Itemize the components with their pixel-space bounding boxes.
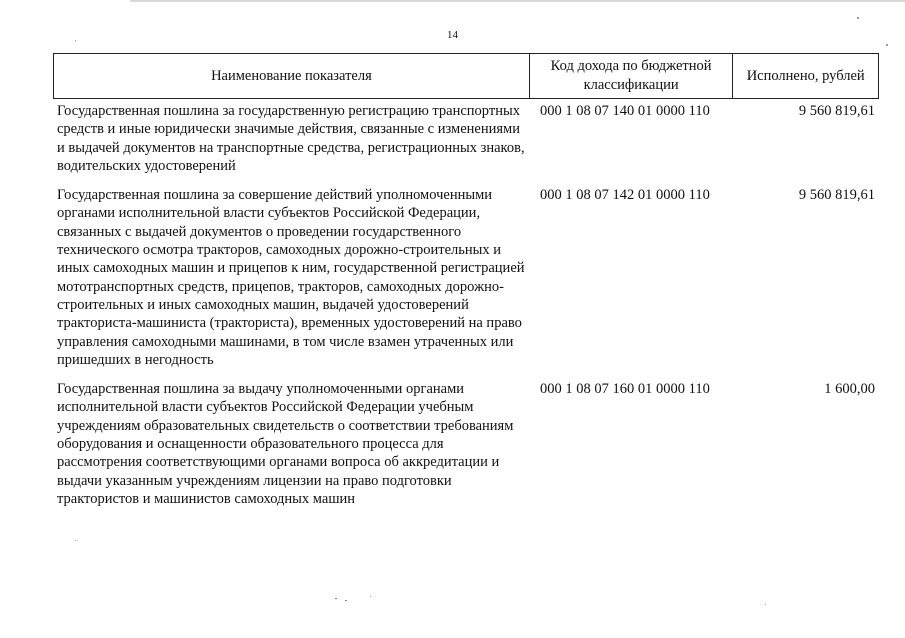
page-number: 14 bbox=[447, 29, 458, 41]
table-row bbox=[53, 186, 879, 369]
scan-speck bbox=[335, 598, 337, 599]
header-name: Наименование показателя bbox=[54, 54, 530, 98]
table-row bbox=[53, 380, 879, 508]
row-amount: 1 600,00 bbox=[824, 381, 875, 398]
scan-edge-line bbox=[130, 0, 905, 2]
scan-speck bbox=[886, 44, 888, 46]
scan-speck bbox=[857, 17, 859, 19]
table-row bbox=[53, 102, 879, 175]
revenue-table bbox=[53, 53, 879, 508]
row-code: 000 1 08 07 160 01 0000 110 bbox=[540, 381, 710, 398]
row-name: Государственная пошлина за выдачу уполномоченными органами исполнительной власти субъектов Российской Федерации учебным учреждениям образовательных свидетельств о соответствии требованиям оборудования и оснащенности образовательного процесса для рассмотрения соответствующими органами вопроса об аккредитации и выдачи указанным учреждениям лицензии на право подготовки трактористов и машинистов самоходных машин bbox=[57, 381, 514, 507]
table-header bbox=[53, 53, 879, 99]
scan-speck bbox=[370, 596, 371, 597]
scan-speck bbox=[75, 540, 76, 541]
header-code: Код дохода по бюджетной классификации bbox=[530, 54, 734, 98]
row-amount: 9 560 819,61 bbox=[798, 187, 875, 204]
row-amount: 9 560 819,61 bbox=[798, 103, 875, 119]
scan-speck bbox=[765, 604, 766, 605]
row-code: 000 1 08 07 142 01 0000 110 bbox=[540, 187, 710, 204]
row-code: 000 1 08 07 140 01 0000 110 bbox=[540, 103, 710, 119]
row-name: Государственная пошлина за государственную регистрацию транспортных средств и иные юридически значимые действия, связанные с изменениями и выдачей документов на транспортные средства, регистрационных знаков, водительских удостоверений bbox=[57, 103, 525, 174]
row-name: Государственная пошлина за совершение действий уполномоченными органами исполнительной власти субъектов Российской Федерации, связанных с выдачей документов о проведении государственного технического осмотра тракторов, самоходных дорожно-строительных и иных самоходных машин и прицепов к ним, государственной регистрацией мототранспортных средств, прицепов, тракторов, самоходных дорожно-строительных и иных самоходных машин, выдачей удостоверений тракториста-машиниста (тракториста), временных удостоверений на право управления самоходными машинами, в том числе взамен утраченных или пришедших в негодность bbox=[57, 187, 525, 368]
scan-speck bbox=[345, 600, 347, 601]
header-executed: Исполнено, рублей bbox=[746, 67, 865, 84]
